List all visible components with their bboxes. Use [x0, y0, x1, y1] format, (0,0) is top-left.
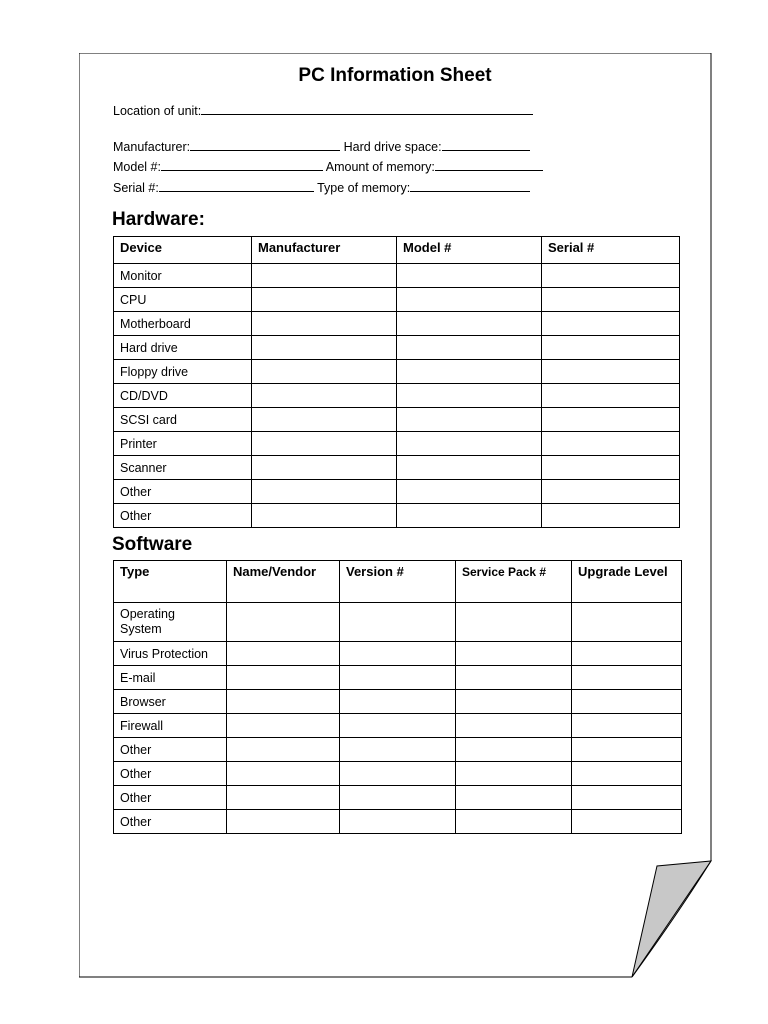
software-blank-cell[interactable]	[572, 603, 682, 642]
software-column-header: Type	[114, 561, 227, 603]
software-blank-cell[interactable]	[227, 738, 340, 762]
model-blank[interactable]	[161, 159, 323, 171]
hardware-device-cell: Other	[114, 504, 252, 528]
location-blank[interactable]	[201, 103, 533, 115]
hardware-blank-cell[interactable]	[252, 432, 397, 456]
model-row	[113, 159, 543, 175]
hard-drive-blank[interactable]	[442, 139, 530, 151]
hardware-blank-cell[interactable]	[397, 264, 542, 288]
software-blank-cell[interactable]	[340, 738, 456, 762]
hardware-blank-cell[interactable]	[542, 456, 680, 480]
software-heading: Software	[112, 534, 193, 555]
hardware-device-cell: CPU	[114, 288, 252, 312]
hardware-blank-cell[interactable]	[542, 288, 680, 312]
software-blank-cell[interactable]	[572, 666, 682, 690]
software-type-cell: Virus Protection	[114, 642, 227, 666]
hardware-device-cell: Hard drive	[114, 336, 252, 360]
table-row	[114, 360, 680, 384]
table-row	[114, 666, 682, 690]
software-blank-cell[interactable]	[227, 762, 340, 786]
software-blank-cell[interactable]	[572, 738, 682, 762]
software-blank-cell[interactable]	[340, 603, 456, 642]
hardware-blank-cell[interactable]	[252, 480, 397, 504]
software-blank-cell[interactable]	[227, 666, 340, 690]
hardware-device-cell: SCSI card	[114, 408, 252, 432]
table-row	[114, 384, 680, 408]
software-blank-cell[interactable]	[340, 810, 456, 834]
hardware-blank-cell[interactable]	[252, 384, 397, 408]
hardware-heading: Hardware:	[112, 209, 205, 230]
table-row	[114, 408, 680, 432]
hardware-blank-cell[interactable]	[397, 312, 542, 336]
hardware-device-cell: Motherboard	[114, 312, 252, 336]
hardware-blank-cell[interactable]	[542, 312, 680, 336]
table-row	[114, 714, 682, 738]
hardware-column-header: Manufacturer	[252, 237, 397, 264]
serial-label: Serial #:	[113, 181, 159, 195]
hardware-blank-cell[interactable]	[542, 432, 680, 456]
software-type-cell: Other	[114, 738, 227, 762]
table-row	[114, 603, 682, 642]
software-header-row	[114, 561, 682, 603]
software-blank-cell[interactable]	[456, 810, 572, 834]
hardware-header-row	[114, 237, 680, 264]
software-column-header: Version #	[340, 561, 456, 603]
software-blank-cell[interactable]	[572, 810, 682, 834]
table-row	[114, 690, 682, 714]
hardware-blank-cell[interactable]	[542, 360, 680, 384]
software-blank-cell[interactable]	[227, 786, 340, 810]
hardware-blank-cell[interactable]	[397, 408, 542, 432]
table-row	[114, 432, 680, 456]
software-type-cell: Other	[114, 762, 227, 786]
table-row	[114, 456, 680, 480]
software-blank-cell[interactable]	[572, 714, 682, 738]
software-blank-cell[interactable]	[227, 714, 340, 738]
manufacturer-row	[113, 139, 530, 155]
table-row	[114, 288, 680, 312]
hardware-blank-cell[interactable]	[252, 312, 397, 336]
table-row	[114, 786, 682, 810]
serial-row	[113, 180, 530, 196]
software-column-header: Upgrade Level	[572, 561, 682, 603]
software-blank-cell[interactable]	[227, 603, 340, 642]
model-label: Model #:	[113, 160, 161, 174]
hardware-blank-cell[interactable]	[542, 264, 680, 288]
table-row	[114, 642, 682, 666]
software-type-cell: E-mail	[114, 666, 227, 690]
location-row	[113, 103, 533, 119]
table-row	[114, 264, 680, 288]
software-blank-cell[interactable]	[572, 690, 682, 714]
software-blank-cell[interactable]	[456, 666, 572, 690]
manufacturer-label: Manufacturer:	[113, 140, 191, 154]
hardware-column-header: Serial #	[542, 237, 680, 264]
software-type-cell: Operating System	[114, 603, 227, 642]
table-row	[114, 336, 680, 360]
hardware-blank-cell[interactable]	[397, 480, 542, 504]
software-column-header: Service Pack #	[456, 561, 572, 603]
paper-sheet	[79, 53, 711, 977]
software-column-header: Name/Vendor	[227, 561, 340, 603]
software-blank-cell[interactable]	[456, 603, 572, 642]
serial-blank[interactable]	[159, 180, 314, 192]
table-row	[114, 480, 680, 504]
software-blank-cell[interactable]	[340, 666, 456, 690]
software-blank-cell[interactable]	[227, 810, 340, 834]
hardware-blank-cell[interactable]	[542, 336, 680, 360]
software-blank-cell[interactable]	[572, 642, 682, 666]
table-row	[114, 738, 682, 762]
software-blank-cell[interactable]	[456, 714, 572, 738]
hardware-blank-cell[interactable]	[542, 504, 680, 528]
software-blank-cell[interactable]	[340, 714, 456, 738]
hardware-device-cell: CD/DVD	[114, 384, 252, 408]
table-row	[114, 312, 680, 336]
hardware-blank-cell[interactable]	[397, 336, 542, 360]
software-blank-cell[interactable]	[340, 642, 456, 666]
software-blank-cell[interactable]	[340, 786, 456, 810]
hardware-table	[113, 236, 680, 528]
software-blank-cell[interactable]	[456, 786, 572, 810]
software-blank-cell[interactable]	[456, 690, 572, 714]
hardware-blank-cell[interactable]	[542, 480, 680, 504]
software-type-cell: Firewall	[114, 714, 227, 738]
software-blank-cell[interactable]	[456, 738, 572, 762]
hardware-blank-cell[interactable]	[252, 264, 397, 288]
hardware-blank-cell[interactable]	[252, 456, 397, 480]
software-blank-cell[interactable]	[456, 642, 572, 666]
hardware-blank-cell[interactable]	[252, 408, 397, 432]
hardware-blank-cell[interactable]	[252, 504, 397, 528]
hardware-blank-cell[interactable]	[397, 504, 542, 528]
software-blank-cell[interactable]	[572, 786, 682, 810]
page-title: PC Information Sheet	[298, 65, 492, 86]
memory-amount-label: Amount of memory:	[325, 160, 435, 174]
software-blank-cell[interactable]	[340, 690, 456, 714]
software-type-cell: Other	[114, 786, 227, 810]
software-table	[113, 560, 682, 834]
software-blank-cell[interactable]	[456, 762, 572, 786]
table-row	[114, 810, 682, 834]
hardware-blank-cell[interactable]	[252, 336, 397, 360]
hardware-blank-cell[interactable]	[252, 360, 397, 384]
hardware-blank-cell[interactable]	[397, 384, 542, 408]
hardware-device-cell: Other	[114, 480, 252, 504]
table-row	[114, 762, 682, 786]
software-type-cell: Other	[114, 810, 227, 834]
software-blank-cell[interactable]	[572, 762, 682, 786]
hardware-blank-cell[interactable]	[397, 360, 542, 384]
software-blank-cell[interactable]	[340, 762, 456, 786]
hardware-device-cell: Floppy drive	[114, 360, 252, 384]
hardware-device-cell: Monitor	[114, 264, 252, 288]
memory-type-blank[interactable]	[410, 180, 530, 192]
memory-amount-blank[interactable]	[435, 159, 543, 171]
software-type-cell: Browser	[114, 690, 227, 714]
manufacturer-blank[interactable]	[190, 139, 340, 151]
hardware-blank-cell[interactable]	[252, 288, 397, 312]
hard-drive-label: Hard drive space:	[343, 140, 442, 154]
hardware-blank-cell[interactable]	[397, 432, 542, 456]
software-blank-cell[interactable]	[227, 642, 340, 666]
hardware-column-header: Device	[114, 237, 252, 264]
hardware-blank-cell[interactable]	[542, 384, 680, 408]
memory-type-label: Type of memory:	[317, 181, 411, 195]
hardware-column-header: Model #	[397, 237, 542, 264]
hardware-blank-cell[interactable]	[542, 408, 680, 432]
hardware-device-cell: Scanner	[114, 456, 252, 480]
location-label: Location of unit:	[113, 104, 202, 118]
hardware-device-cell: Printer	[114, 432, 252, 456]
hardware-blank-cell[interactable]	[397, 288, 542, 312]
hardware-blank-cell[interactable]	[397, 456, 542, 480]
software-blank-cell[interactable]	[227, 690, 340, 714]
table-row	[114, 504, 680, 528]
